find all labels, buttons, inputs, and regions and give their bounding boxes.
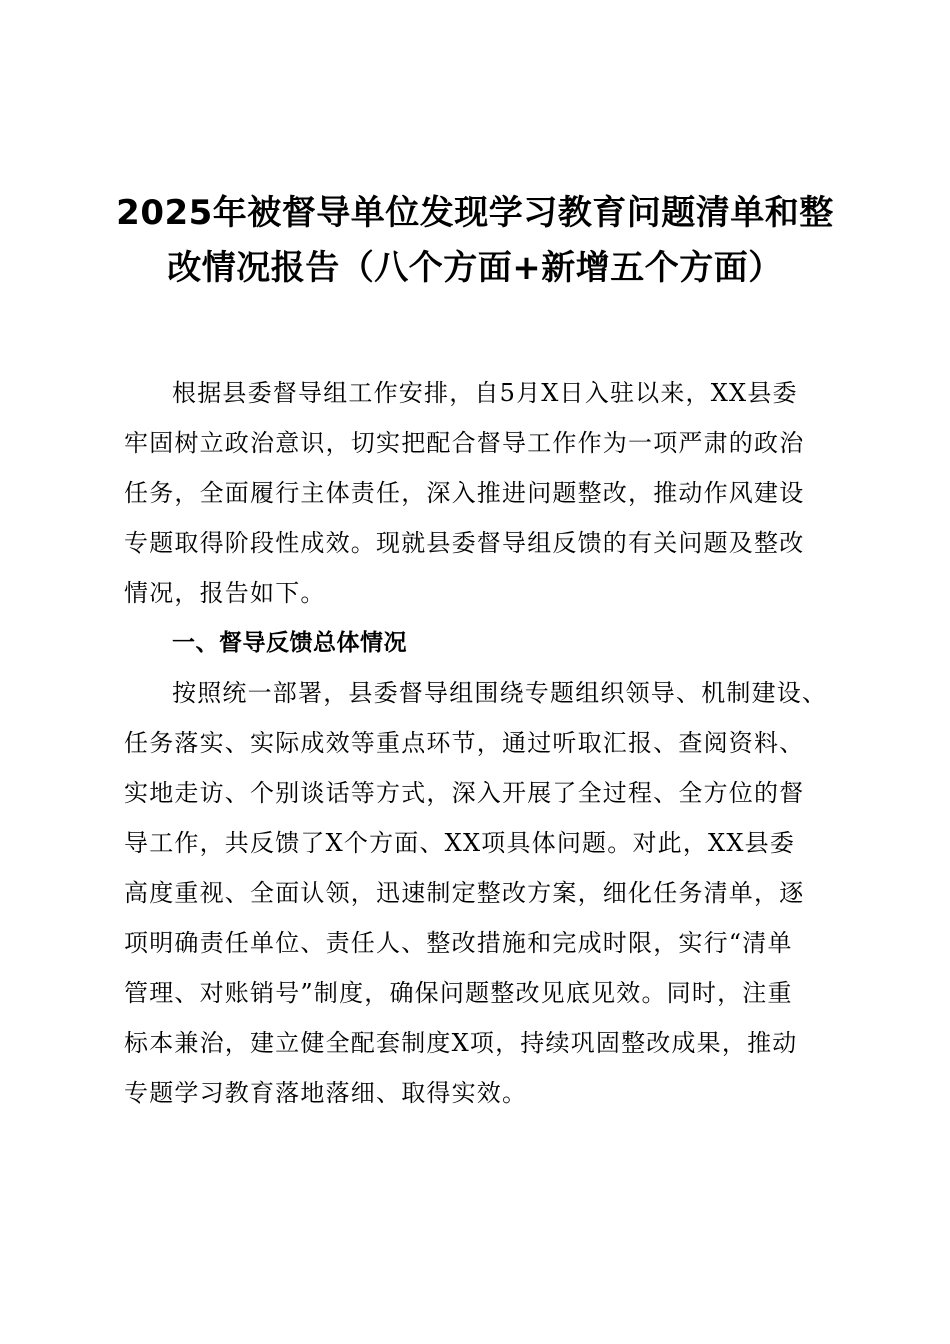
section-paragraph	[124, 668, 830, 1118]
text-line: 导工作，共反馈了X个方面、XX项具体问题。对此，XX县委	[124, 829, 796, 857]
text-line: 标本兼治，建立健全配套制度X项，持续巩固整改成果，推动	[124, 1029, 798, 1057]
text-line: 牢固树立政治意识，切实把配合督导工作作为一项严肃的政治	[124, 429, 805, 457]
text-line: 管理、对账销号”制度，确保问题整改见底见效。同时，注重	[124, 979, 793, 1007]
text-line: 项明确责任单位、责任人、整改措施和完成时限，实行“清单	[124, 929, 793, 957]
intro-paragraph	[124, 368, 830, 618]
text-line: 专题学习教育落地落细、取得实效。	[124, 1079, 528, 1107]
title-line-2: 改情况报告（八个方面+新增五个方面）	[167, 248, 783, 288]
text-line: 根据县委督导组工作安排，自5月X日入驻以来，XX县委	[172, 379, 798, 407]
title-line-1: 2025年被督导单位发现学习教育问题清单和整	[116, 193, 834, 233]
text-line: 任务落实、实际成效等重点环节，通过听取汇报、查阅资料、	[124, 729, 805, 757]
section-heading: 一、督导反馈总体情况	[172, 630, 407, 656]
text-line: 实地走访、个别谈话等方式，深入开展了全过程、全方位的督	[124, 779, 805, 807]
text-line: 情况，报告如下。	[124, 579, 326, 607]
text-line: 专题取得阶段性成效。现就县委督导组反馈的有关问题及整改	[124, 529, 805, 557]
text-line: 高度重视、全面认领，迅速制定整改方案，细化任务清单，逐	[124, 879, 805, 907]
text-line: 任务，全面履行主体责任，深入推进问题整改，推动作风建设	[124, 479, 805, 507]
document-title	[110, 186, 840, 296]
text-line: 按照统一部署，县委督导组围绕专题组织领导、机制建设、	[172, 679, 828, 707]
document-body	[124, 368, 830, 1118]
